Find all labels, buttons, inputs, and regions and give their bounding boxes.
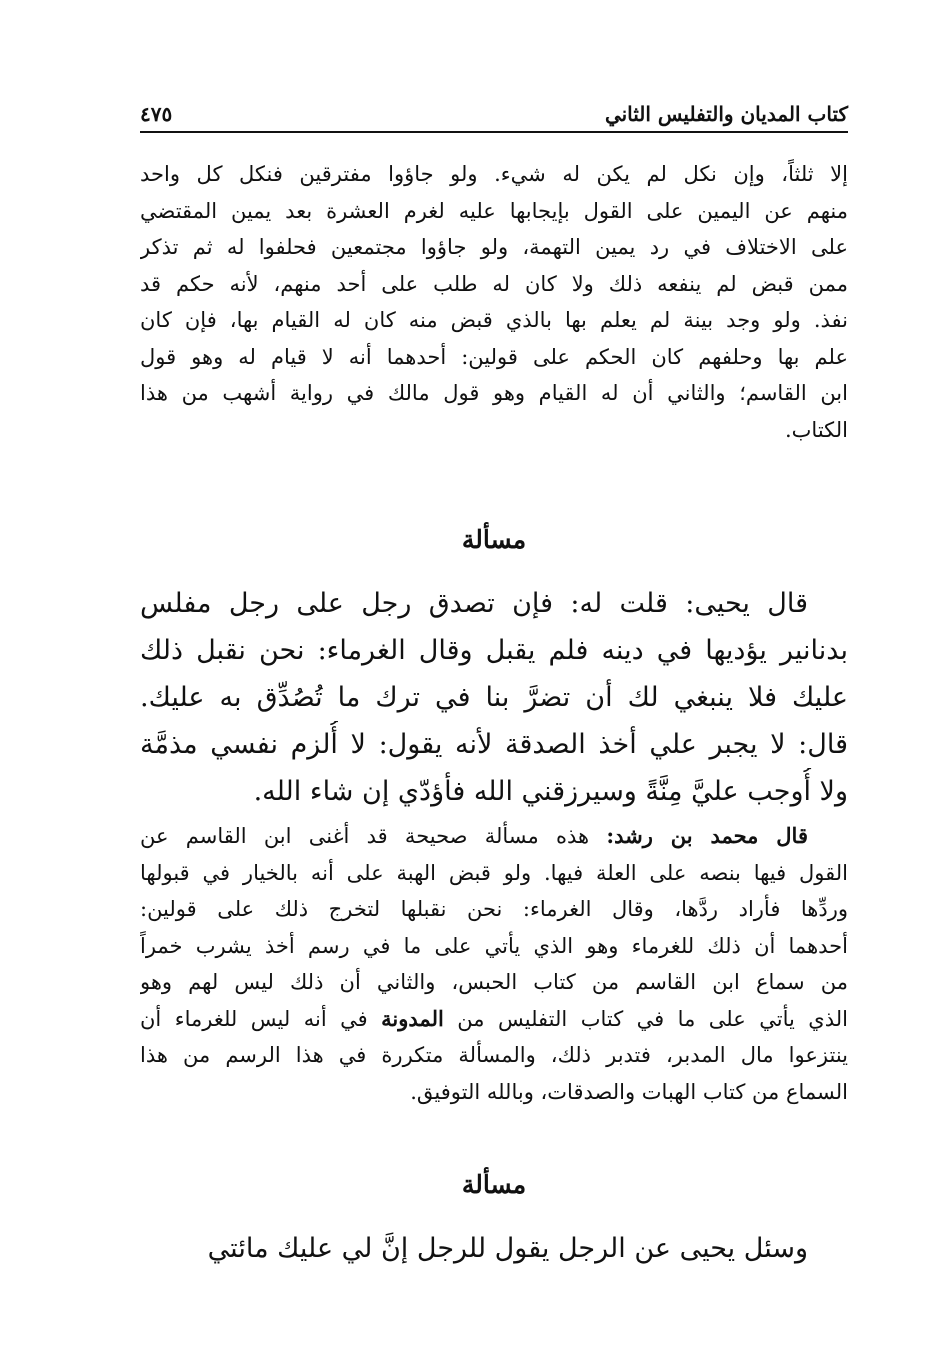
text-line: ابن القاسم؛ والثاني أن له القيام وهو قول مالك في رواية أشهب من هذا	[140, 381, 848, 405]
section-heading: مسألة	[461, 1170, 527, 1199]
text-line: ولا أُوجب عليَّ مِنَّةً وسيرزقني الله فأؤدّي إن شاء الله.	[253, 776, 848, 807]
text-line: نفذ. ولو وجد بينة لم يعلم بها بالذي قبض منه كان له القيام بها، فإن كان	[140, 308, 848, 332]
text-line: قال: لا يجبر علي أخذ الصدقة لأنه يقول: لا أُلزم نفسي مذمَّة	[140, 729, 848, 760]
source-title: المدونة	[381, 1005, 444, 1031]
text-line: الكتاب.	[784, 417, 848, 442]
paragraph-continuation	[140, 156, 848, 448]
text-line: عليك فلا ينبغي لك أن تضرَّ بنا في ترك ما تُصُدِّق به عليك.	[140, 682, 848, 713]
text-line	[140, 1001, 848, 1038]
text-line: وردِّها فأراد ردَّها، وقال الغرماء: نحن نقبلها لتخرج ذلك على قولين:	[140, 897, 848, 921]
text-segment: في أنه ليس للغرماء أن	[140, 1006, 368, 1031]
page-number: ٤٧٥	[140, 102, 173, 126]
text-line: من سماع ابن القاسم من كتاب الحبس، والثاني أن ذلك ليس لهم وهو	[140, 970, 848, 994]
text-line: السماع من كتاب الهبات والصدقات، وبالله التوفيق.	[410, 1079, 848, 1104]
text-line: القول فيها بنصه على العلة فيها. ولو قبض الهبة على أنه بالخيار في قبولها	[140, 860, 848, 885]
commentary-speaker: قال محمد بن رشد:	[606, 823, 808, 848]
page-header	[140, 92, 848, 126]
running-title: كتاب المديان والتفليس الثاني	[604, 102, 848, 126]
question-text	[140, 580, 848, 815]
text-line: منهم عن اليمين على القول بإيجابها عليه لغرم العشرة بعد يمين المقتضي	[140, 198, 848, 223]
question-text	[140, 1225, 848, 1272]
text-line: علم بها وحلفهم كان الحكم على قولين: أحدهما أنه لا قيام له وهو قول	[140, 344, 848, 369]
header-rule	[140, 131, 848, 133]
section-heading: مسألة	[461, 525, 527, 554]
text-line: أحدهما أن ذلك للغرماء وهو الذي يأتي على ما في رسم أخذ يشرب خمراً	[140, 933, 848, 958]
text-line: وسئل يحيى عن الرجل يقول للرجل إنَّ لي عليك مائتي	[207, 1233, 808, 1264]
text-line: على الاختلاف في رد يمين التهمة، ولو جاؤوا مجتمعين فحلفوا له ثم تذكر	[140, 235, 848, 259]
text-segment: الذي يأتي على ما في كتاب التفليس من	[457, 1006, 848, 1031]
text-line	[140, 818, 848, 855]
text-line: ينتزعوا مال المدبر، فتدبر ذلك، والمسألة متكررة في هذا الرسم من هذا	[140, 1043, 848, 1067]
commentary-first-line: هذه مسألة صحيحة قد أغنى ابن القاسم عن	[140, 824, 590, 848]
text-line: قال يحيى: قلت له: فإن تصدق رجل على رجل مفلس	[140, 588, 808, 619]
text-line: بدنانير يؤديها في دينه فلم يقبل وقال الغرماء: نحن نقبل ذلك	[140, 635, 848, 666]
text-line: إلا ثلثاً، وإن نكل لم يكن له شيء. ولو جاؤوا مفترقين فنكل كل واحد	[140, 162, 848, 186]
text-line: ممن قبض لم ينفعه ذلك ولا كان له طلب على أحد منهم، لأنه حكم قد	[140, 271, 848, 296]
commentary-text	[140, 818, 848, 1110]
